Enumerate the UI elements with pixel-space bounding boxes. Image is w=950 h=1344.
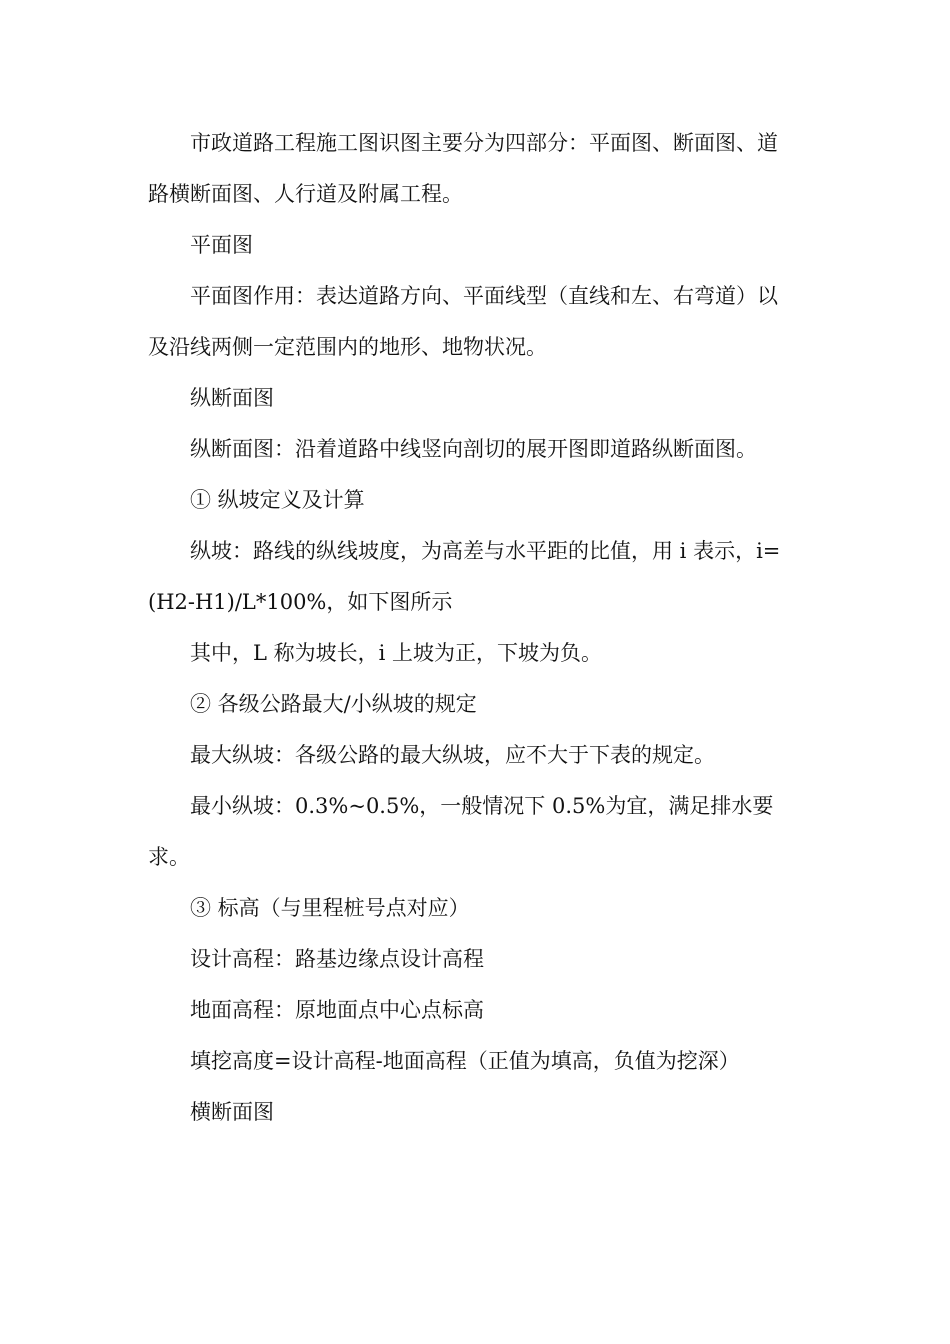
heading-plan-view: 平面图 (190, 233, 253, 257)
paragraph-grade-sign: 其中，L 称为坡长，i 上坡为正，下坡为负。 (190, 641, 603, 665)
heading-longitudinal-section: 纵断面图 (190, 386, 274, 410)
document-body (148, 118, 798, 1138)
paragraph-longitudinal-section: 纵断面图：沿着道路中线竖向剖切的展开图即道路纵断面图。 (190, 437, 757, 461)
subheading-elevation: ③ 标高（与里程桩号点对应） (190, 896, 470, 920)
paragraph-ground-elevation: 地面高程：原地面点中心点标高 (190, 998, 484, 1022)
paragraph-intro: 市政道路工程施工图识图主要分为四部分：平面图、断面图、道路横断面图、人行道及附属工程。 (148, 131, 778, 206)
paragraph-design-elevation: 设计高程：路基边缘点设计高程 (190, 947, 484, 971)
subheading-grade-limits: ② 各级公路最大/小纵坡的规定 (190, 692, 477, 716)
paragraph-max-grade: 最大纵坡：各级公路的最大纵坡，应不大于下表的规定。 (190, 743, 715, 767)
paragraph-grade-formula: 纵坡：路线的纵线坡度，为高差与水平距的比值，用 i 表示，i=(H2-H1)/L*100%，如下图所示 (148, 539, 781, 614)
paragraph-min-grade: 最小纵坡：0.3%~0.5%，一般情况下 0.5%为宜，满足排水要求。 (148, 794, 774, 869)
heading-cross-section: 横断面图 (190, 1100, 274, 1124)
paragraph-cut-fill-height: 填挖高度=设计高程-地面高程（正值为填高，负值为挖深） (190, 1049, 740, 1073)
subheading-grade-definition: ① 纵坡定义及计算 (190, 488, 365, 512)
paragraph-plan-view: 平面图作用：表达道路方向、平面线型（直线和左、右弯道）以及沿线两侧一定范围内的地形、地物状况。 (148, 284, 778, 359)
